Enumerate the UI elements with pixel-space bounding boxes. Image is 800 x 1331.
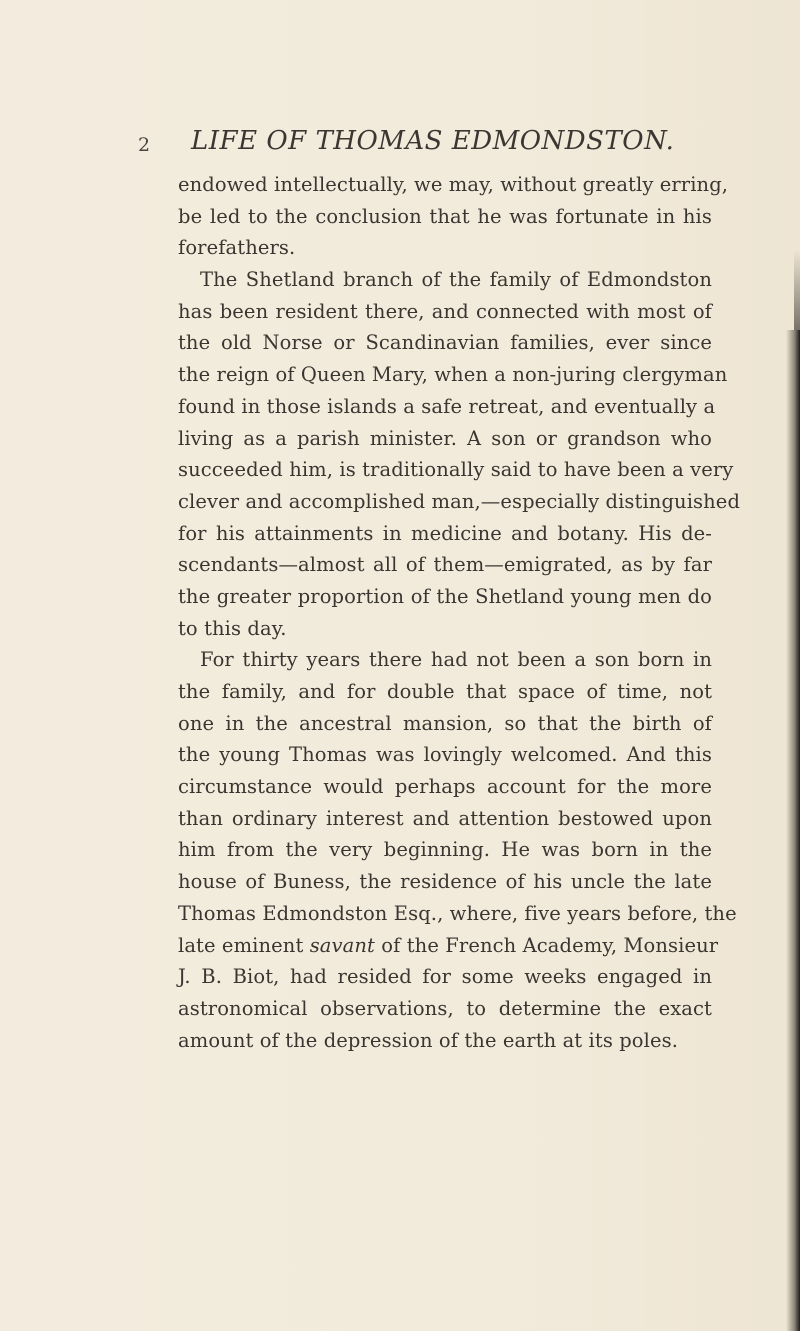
- text-line: house of Buness, the residence of his uncle the late: [178, 870, 712, 894]
- text-line: circumstance would perhaps account for the more: [178, 775, 712, 799]
- text-line: living as a parish minister. A son or grandson who: [178, 426, 712, 450]
- page-header: [138, 126, 718, 162]
- text-line: The Shetland branch of the family of Edmondston: [200, 268, 712, 292]
- text-line: one in the ancestral mansion, so that the birth of: [178, 711, 712, 735]
- text-line: the greater proportion of the Shetland young men do: [178, 584, 712, 608]
- text-line: late eminent savant of the French Academy, Monsieur: [178, 933, 719, 957]
- body-text: [178, 169, 741, 1056]
- text-line: For thirty years there had not been a son born in: [200, 648, 712, 672]
- text-line: the old Norse or Scandinavian families, ever since: [178, 331, 712, 355]
- text-line: has been resident there, and connected with most of: [178, 299, 712, 323]
- text-line: amount of the depression of the earth at its poles.: [178, 1028, 679, 1052]
- text-line: the young Thomas was lovingly welcomed. And this: [178, 743, 712, 767]
- text-line: astronomical observations, to determine the exact: [178, 996, 712, 1020]
- page-edge-shadow-top: [794, 250, 800, 330]
- text-line: the reign of Queen Mary, when a non-juring clergyman: [178, 363, 728, 387]
- text-line: scendants—almost all of them—emigrated, as by far: [178, 553, 712, 577]
- page-edge-shadow: [786, 330, 800, 1331]
- text-line: be led to the conclusion that he was fortunate in his: [178, 204, 712, 228]
- page-number: 2: [138, 134, 151, 156]
- text-line: to this day.: [178, 616, 287, 640]
- text-line: than ordinary interest and attention bestowed upon: [178, 806, 712, 830]
- text-line: him from the very beginning. He was born in the: [178, 838, 712, 862]
- text-line: clever and accomplished man,—especially distinguished: [178, 489, 741, 513]
- text-line: J. B. Biot, had resided for some weeks engaged in: [178, 965, 712, 989]
- running-head: LIFE OF THOMAS EDMONDSTON.: [191, 126, 675, 156]
- text-line: found in those islands a safe retreat, and eventually a: [178, 394, 716, 418]
- text-line: Thomas Edmondston Esq., where, five years before, the: [178, 901, 737, 925]
- text-line: for his attainments in medicine and botany. His de-: [178, 521, 712, 545]
- text-line: endowed intellectually, we may, without greatly erring,: [178, 173, 729, 196]
- text-line: forefathers.: [178, 236, 296, 260]
- text-line: the family, and for double that space of time, not: [178, 680, 712, 703]
- italic-word: savant: [309, 933, 375, 957]
- text-line: succeeded him, is traditionally said to have been a very: [178, 458, 734, 482]
